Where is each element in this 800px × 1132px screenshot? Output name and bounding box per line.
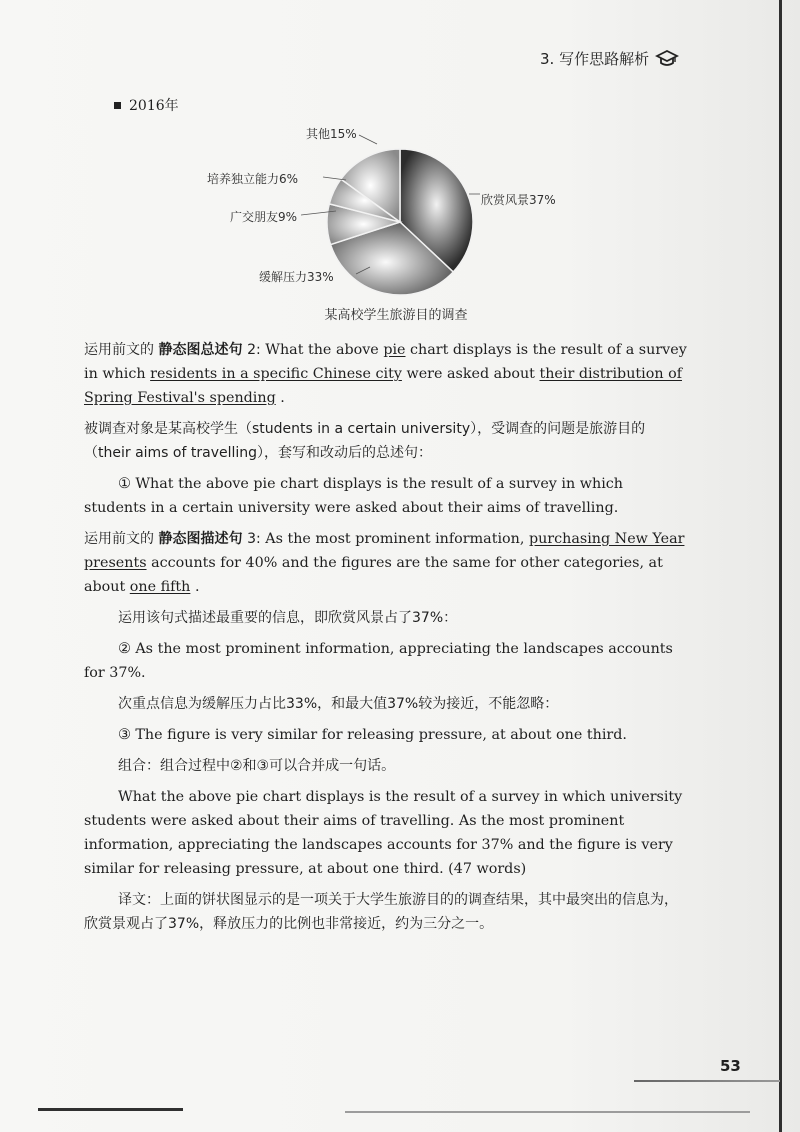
graduation-cap-icon bbox=[655, 48, 679, 68]
leader-other bbox=[359, 135, 377, 144]
p4-en2: accounts for 40% and the figures are the same for other categories, at about bbox=[84, 555, 663, 595]
p1-en2: chart displays is the result of a survey in which bbox=[84, 342, 687, 382]
paragraph-9: 组合：组合过程中②和③可以合并成一句话。 bbox=[118, 758, 396, 774]
p1-en1: What the above bbox=[265, 342, 384, 358]
paragraph-1 bbox=[84, 338, 688, 410]
paragraph-4 bbox=[84, 527, 688, 599]
paragraph-11: 译文：上面的饼状图显示的是一项关于大学生旅游目的的调查结果，其中最突出的信息为，欣赏景观占了37%，释放压力的比例也非常接近，约为三分之一。 bbox=[84, 892, 678, 932]
page-right-rule bbox=[779, 0, 782, 1132]
paragraph-5: 运用该句式描述最重要的信息，即欣赏风景占了37%： bbox=[118, 610, 458, 626]
paragraph-6: ② As the most prominent information, appreciating the landscapes accounts for 37%. bbox=[84, 641, 673, 681]
p1-en4: . bbox=[280, 390, 285, 406]
label-pressure: 缓解压力33% bbox=[259, 270, 334, 284]
year-text: 2016年 bbox=[129, 98, 179, 114]
bottom-right-rule bbox=[345, 1111, 750, 1113]
p1-prefix: 运用前文的 bbox=[84, 342, 154, 358]
page-header bbox=[540, 46, 730, 70]
paragraph-3: ① What the above pie chart displays is the result of a survey in which students in a certain university were asked about their aims of travelling. bbox=[84, 476, 623, 516]
header-title: 3. 写作思路解析 bbox=[540, 49, 650, 68]
page-content bbox=[84, 338, 688, 943]
p4-u1: purchasing New Year presents bbox=[84, 531, 685, 571]
p1-u3: their distribution of Spring Festival's spending bbox=[84, 366, 682, 406]
paragraph-10: What the above pie chart displays is the result of a survey in which university students were asked about their aims of travelling. As the most prominent information, appreciating the landscapes accounts for 37% and the figure is very similar for releasing pressure, at about one third. (47 words) bbox=[84, 789, 683, 877]
p4-en1: As the most prominent information, bbox=[265, 531, 529, 547]
p4-en3: . bbox=[194, 579, 200, 595]
p4-u2: one fifth bbox=[129, 579, 191, 595]
p4-prefix: 运用前文的 bbox=[84, 531, 154, 547]
p1-u1: pie bbox=[383, 342, 406, 358]
paragraph-2: 被调查对象是某高校学生（students in a certain university），受调查的问题是旅游目的（their aims of travelling），套写和改动后的总述句： bbox=[84, 421, 646, 461]
label-independence: 培养独立能力6% bbox=[207, 172, 299, 186]
p1-en3: were asked about bbox=[406, 366, 540, 382]
pie-chart-svg bbox=[205, 122, 585, 328]
p4-bold: 静态图描述句 bbox=[158, 531, 243, 547]
bottom-left-rule bbox=[38, 1108, 183, 1111]
paragraph-8: ③ The figure is very similar for releasing pressure, at about one third. bbox=[118, 727, 627, 743]
pie-chart bbox=[205, 122, 585, 328]
p1-u2: residents in a specific Chinese city bbox=[150, 366, 402, 382]
chart-caption: 某高校学生旅游目的调查 bbox=[324, 308, 468, 323]
label-other: 其他15% bbox=[306, 127, 357, 141]
page-number: 53 bbox=[720, 1057, 741, 1075]
p1-suffix: 2: bbox=[247, 342, 261, 358]
year-label bbox=[114, 95, 179, 115]
label-landscape: 欣赏风景37% bbox=[481, 193, 556, 207]
year-bullet bbox=[114, 102, 121, 109]
p1-bold: 静态图总述句 bbox=[158, 342, 243, 358]
label-friends: 广交朋友9% bbox=[230, 210, 298, 224]
page-number-rule bbox=[634, 1080, 780, 1082]
p4-suffix: 3: bbox=[247, 531, 261, 547]
paragraph-7: 次重点信息为缓解压力占比33%，和最大值37%较为接近，不能忽略： bbox=[118, 696, 559, 712]
